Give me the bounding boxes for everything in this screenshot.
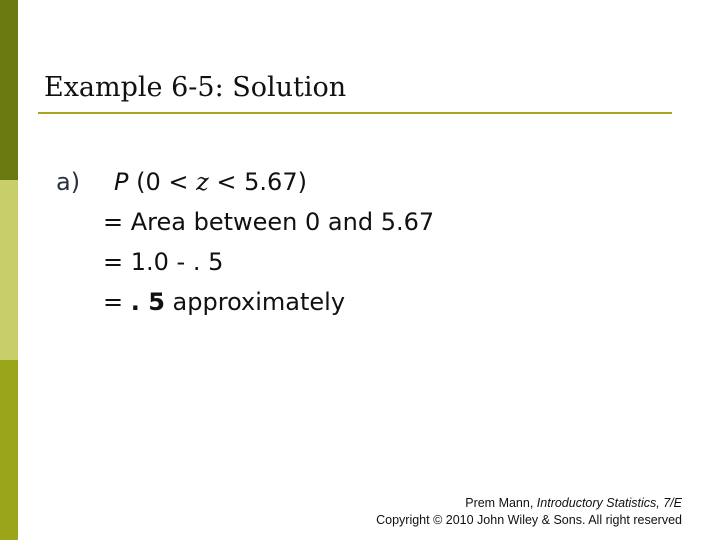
footer-author: Prem Mann,	[465, 496, 537, 510]
title-underline	[38, 112, 672, 114]
solution-line-4	[56, 282, 434, 322]
result-value: . 5	[130, 288, 165, 316]
footer-copyright: Copyright © 2010 John Wiley & Sons. All right reserved	[376, 513, 682, 527]
result-prefix: =	[103, 288, 131, 316]
interval-open: (0 <	[128, 168, 197, 196]
footer-credit	[376, 495, 682, 529]
subtraction-statement: = 1.0 - . 5	[103, 248, 224, 276]
footer-book-line	[376, 495, 682, 512]
footer-book-title: Introductory Statistics, 7/E	[536, 496, 682, 510]
sidebar-band-bottom	[0, 360, 18, 540]
item-marker: a)	[56, 168, 81, 196]
solution-block	[56, 162, 434, 322]
sidebar-band-top	[0, 0, 18, 180]
sidebar-band-middle	[0, 180, 18, 360]
solution-line-3	[56, 242, 434, 282]
interval-close: < 5.67)	[208, 168, 307, 196]
area-statement: = Area between 0 and 5.67	[103, 208, 435, 236]
result-suffix: approximately	[164, 288, 346, 316]
slide-title: Example 6-5: Solution	[44, 72, 347, 103]
z-variable: z	[196, 168, 209, 196]
probability-symbol: P	[114, 168, 129, 196]
solution-line-2	[56, 202, 434, 242]
solution-line-1	[56, 162, 434, 202]
